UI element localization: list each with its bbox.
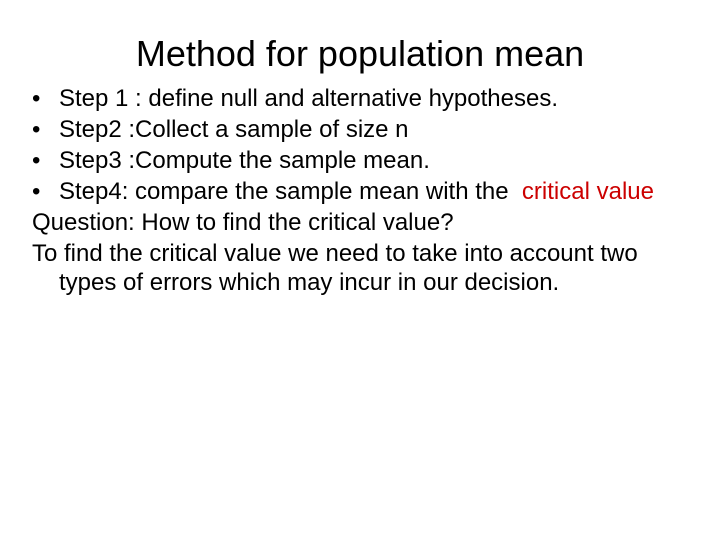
bullet-icon: • bbox=[32, 147, 41, 174]
slide-content bbox=[32, 84, 692, 297]
step-text: Step 1 : define null and alternative hypotheses. bbox=[59, 85, 559, 112]
bullet-icon: • bbox=[32, 178, 41, 205]
question-text: Question: How to find the critical value? bbox=[32, 209, 454, 236]
step-text: Step3 :Compute the sample mean. bbox=[59, 147, 430, 174]
bullet-icon: • bbox=[32, 85, 41, 112]
list-item bbox=[32, 115, 692, 144]
slide-title: Method for population mean bbox=[135, 33, 585, 74]
list-item bbox=[32, 84, 692, 113]
step-text: Step2 :Collect a sample of size n bbox=[59, 116, 409, 143]
step-text: Step4: compare the sample mean with the bbox=[59, 178, 522, 205]
step-list bbox=[32, 84, 692, 206]
bullet-icon: • bbox=[32, 116, 41, 143]
explanation-text: To find the critical value we need to take into account two types of errors which may incur in our decision. bbox=[32, 240, 638, 296]
critical-value-highlight: critical value bbox=[521, 178, 654, 205]
list-item bbox=[32, 146, 692, 175]
list-item bbox=[32, 177, 692, 206]
